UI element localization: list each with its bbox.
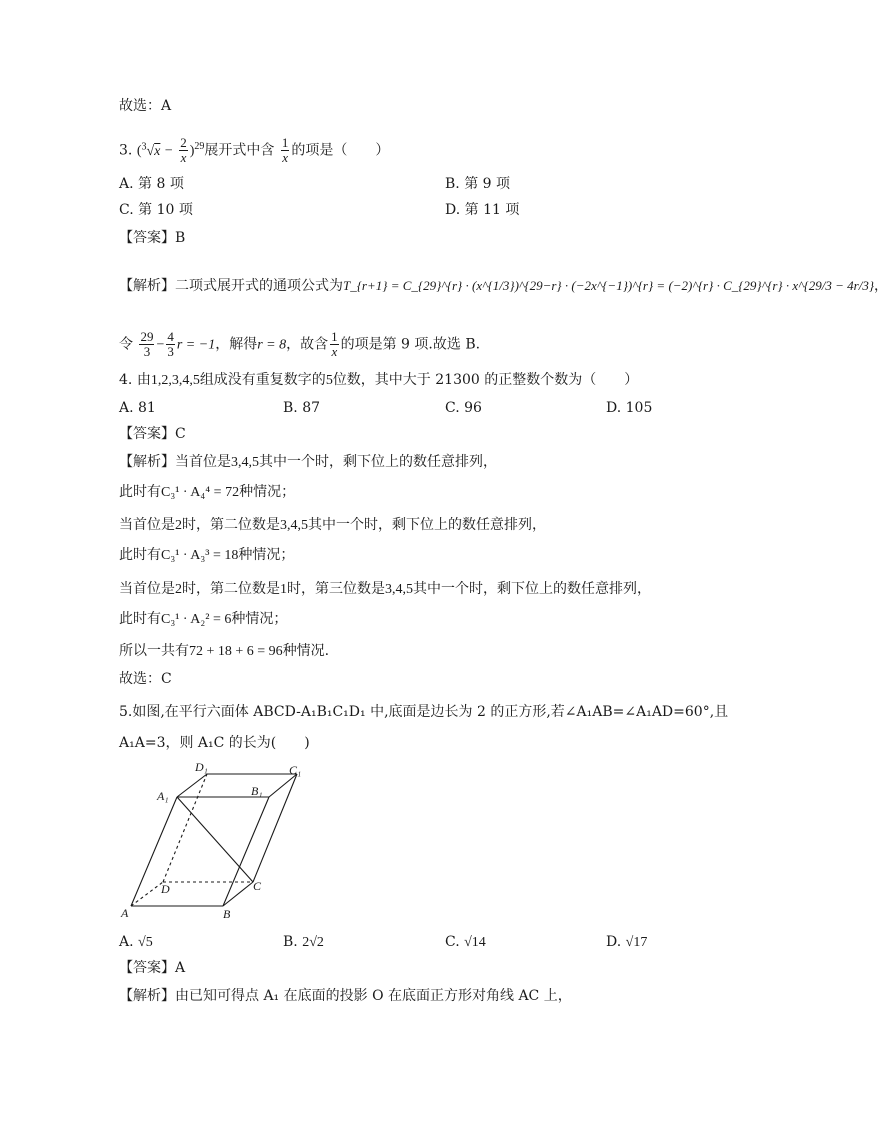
option-letter: C. (445, 934, 460, 950)
option-text: 第 11 项 (464, 202, 520, 218)
q5-option-d (606, 932, 647, 953)
text: 时，第二位数是 (182, 517, 280, 533)
option-letter: A. (119, 176, 134, 192)
digit: 2 (175, 582, 182, 597)
label-a1: A₁ (157, 789, 169, 803)
q3-option-c (119, 200, 193, 220)
question-number: 3. (119, 142, 133, 159)
label-b1: B₁ (251, 784, 263, 798)
q4-analysis-line-6 (119, 609, 287, 630)
answer-value: B (175, 230, 186, 246)
label-c1: C₁ (289, 763, 302, 777)
answer-tag: 【答案】 (119, 426, 175, 442)
option-text: 第 8 项 (138, 176, 184, 192)
frac-num: 2 (180, 135, 187, 150)
analysis-text: 二项式展开式的通项公式为 (175, 278, 343, 294)
frac-den: x (331, 344, 338, 359)
text: 当首位是 (119, 517, 175, 533)
option-text: 2√2 (302, 935, 324, 950)
option-letter: C. (119, 202, 134, 218)
stem-mid: 展开式中含 (204, 142, 275, 159)
q4-option-c (445, 398, 482, 418)
text: 的项是第 9 项.故选 B. (340, 336, 481, 353)
fraction-1-over-x (330, 330, 339, 359)
text: 此时有 (119, 484, 161, 500)
option-text: 87 (302, 400, 321, 416)
frac-num: 1 (331, 329, 338, 344)
question-number: 4. (119, 372, 133, 388)
option-text: 第 9 项 (464, 176, 511, 192)
q3-analysis-line-1: 【解析】二项式展开式的通项公式为T_{r+1} = C_{29}^{r} · (x^{1/3})^{29−r} · (−2x^{−1})^{r} = (−2)^{r} · C_{29}^{r} · x^{29/3 − 4r/3}， (119, 278, 888, 294)
minus-sign: − (164, 143, 173, 159)
count-expression: C₃¹ · A₄⁴ = 72 (161, 485, 240, 500)
count-expression: C₃¹ · A₂² = 6 (161, 612, 232, 627)
q3-option-d (445, 200, 519, 220)
text: 种情况； (238, 547, 295, 563)
text: 当首位是 (119, 581, 175, 597)
root-var: x (154, 143, 161, 159)
count-expression: C₃¹ · A₃³ = 18 (161, 548, 239, 563)
fraction-29-over-3 (139, 330, 154, 359)
digit-set: 3,4,5 (280, 518, 308, 533)
digit: 2 (175, 518, 182, 533)
text: 其中一个时，剩下位上的数任意排列， (259, 454, 497, 470)
analysis-tag: 【解析】 (119, 988, 175, 1004)
label-b: B (223, 907, 231, 921)
equation-end: r = −1 (176, 337, 216, 353)
exponent: 29 (194, 140, 205, 152)
q4-option-b (283, 398, 320, 418)
label-c: C (253, 879, 262, 893)
digit: 1 (280, 582, 287, 597)
digit-count: 5 (325, 373, 333, 388)
q4-final: 故选：C (119, 671, 172, 687)
option-letter: D. (606, 400, 622, 416)
frac-den: x (180, 150, 187, 165)
digit-set: 3,4,5 (231, 455, 259, 470)
text: 所以一共有 (119, 643, 189, 659)
text: 种情况. (282, 643, 330, 659)
question-5-stem-line-2: A₁A=3，则 A₁C 的长为( ) (119, 735, 310, 751)
option-text: √5 (138, 935, 153, 950)
option-letter: A. (119, 934, 134, 950)
frac-den: 3 (143, 344, 151, 359)
option-letter: D. (606, 934, 622, 950)
cube-root: $^3$√x (141, 140, 161, 159)
q4-option-d (606, 398, 652, 418)
fraction-4-over-3 (166, 330, 175, 359)
option-letter: D. (445, 202, 461, 218)
q4-answer (119, 424, 186, 444)
q3-option-a (119, 174, 184, 194)
question-3-stem (119, 136, 389, 165)
text: ，故含 (286, 336, 329, 353)
edge-bb1 (223, 797, 269, 906)
q5-answer (119, 958, 185, 978)
label-d: D (161, 882, 170, 896)
text: 组成没有重复数字的 (199, 372, 326, 388)
text: 种情况； (239, 484, 296, 500)
text: 位数，其中大于 21300 的正整数个数为（ ） (332, 372, 639, 388)
answer-value: C (175, 426, 186, 442)
fraction-2-over-x (179, 136, 188, 165)
option-text: 81 (138, 400, 156, 416)
sum-expression: 72 + 18 + 6 = 96 (189, 644, 283, 659)
digit-set: 3,4,5 (385, 582, 413, 597)
text: 令 (119, 336, 133, 353)
q4-analysis-line-7 (119, 641, 329, 662)
q4-analysis-line-3 (119, 515, 546, 536)
q4-analysis-line-4 (119, 545, 294, 566)
question-5-stem-line-1: 5.如图,在平行六面体 ABCD-A₁B₁C₁D₁ 中,底面是边长为 2 的正方形,若∠A₁AB=∠A₁AD=60°,且 (119, 704, 729, 720)
q3-answer (119, 228, 185, 248)
parallelepiped-figure (115, 760, 315, 922)
label-d1: D₁ (195, 760, 208, 774)
option-text: 第 10 项 (138, 202, 193, 218)
option-text: √14 (464, 935, 486, 950)
option-letter: B. (445, 176, 460, 192)
q5-option-b (283, 932, 324, 953)
option-letter: A. (119, 400, 134, 416)
stem-end: 的项是（ ） (291, 142, 390, 159)
frac-num: 4 (167, 329, 174, 344)
option-text: √17 (625, 935, 648, 950)
digit-set: 1,2,3,4,5 (150, 373, 200, 388)
text: ，解得 (215, 336, 258, 353)
q4-option-a (119, 398, 156, 418)
text: 此时有 (119, 547, 161, 563)
text: 时，第二位数是 (182, 581, 280, 597)
answer-tag: 【答案】 (119, 230, 175, 246)
solution: r = 8 (257, 337, 287, 353)
q3-analysis-line-2 (119, 330, 480, 359)
edge-aa1 (131, 797, 177, 906)
q4-analysis-line-5 (119, 579, 651, 600)
option-letter: B. (283, 934, 298, 950)
q5-option-a (119, 932, 153, 953)
text: 其中一个时，剩下位上的数任意排列， (308, 517, 546, 533)
answer-tag: 【答案】 (119, 960, 175, 976)
q5-analysis (119, 986, 572, 1006)
q3-option-b (445, 174, 510, 194)
answer-value: A (175, 960, 186, 976)
q5-option-c (445, 932, 486, 953)
frac-num: 29 (140, 329, 154, 344)
frac-den: 3 (167, 344, 174, 359)
question-4-stem (119, 370, 638, 391)
text: 此时有 (119, 611, 161, 627)
text: 当首位是 (175, 454, 231, 470)
label-a: A (121, 906, 129, 920)
option-letter: C. (445, 400, 460, 416)
analysis-tag: 【解析】 (119, 278, 175, 294)
option-text: 96 (464, 400, 482, 416)
diagonal-a1c (177, 797, 253, 882)
frac-num: 1 (281, 135, 289, 150)
paren-close: ) (189, 143, 195, 159)
text: 时，第三位数是 (287, 581, 385, 597)
option-letter: B. (283, 400, 298, 416)
text: 由 (136, 372, 151, 388)
text: 种情况； (231, 611, 288, 627)
analysis-tag: 【解析】 (119, 454, 175, 470)
q4-analysis-line-1 (119, 452, 497, 473)
analysis-text: 由已知可得点 A₁ 在底面的投影 O 在底面正方形对角线 AC 上， (175, 988, 572, 1004)
minus-sign: − (156, 337, 165, 353)
option-text: 105 (625, 400, 653, 416)
general-term-formula: T_{r+1} = C_{29}^{r} · (x^{1/3})^{29−r} · (−2x^{−1})^{r} = (−2)^{r} · C_{29}^{r} · x^{29/3 − 4r/3} (343, 278, 875, 293)
q4-analysis-line-2 (119, 482, 295, 503)
fraction-1-over-x (281, 136, 290, 165)
paren-open: ( (136, 143, 142, 159)
previous-answer-line: 故选：A (119, 98, 172, 114)
text: 其中一个时，剩下位上的数任意排列， (413, 581, 651, 597)
root-index: 3 (141, 140, 147, 152)
frac-den: x (282, 150, 288, 165)
